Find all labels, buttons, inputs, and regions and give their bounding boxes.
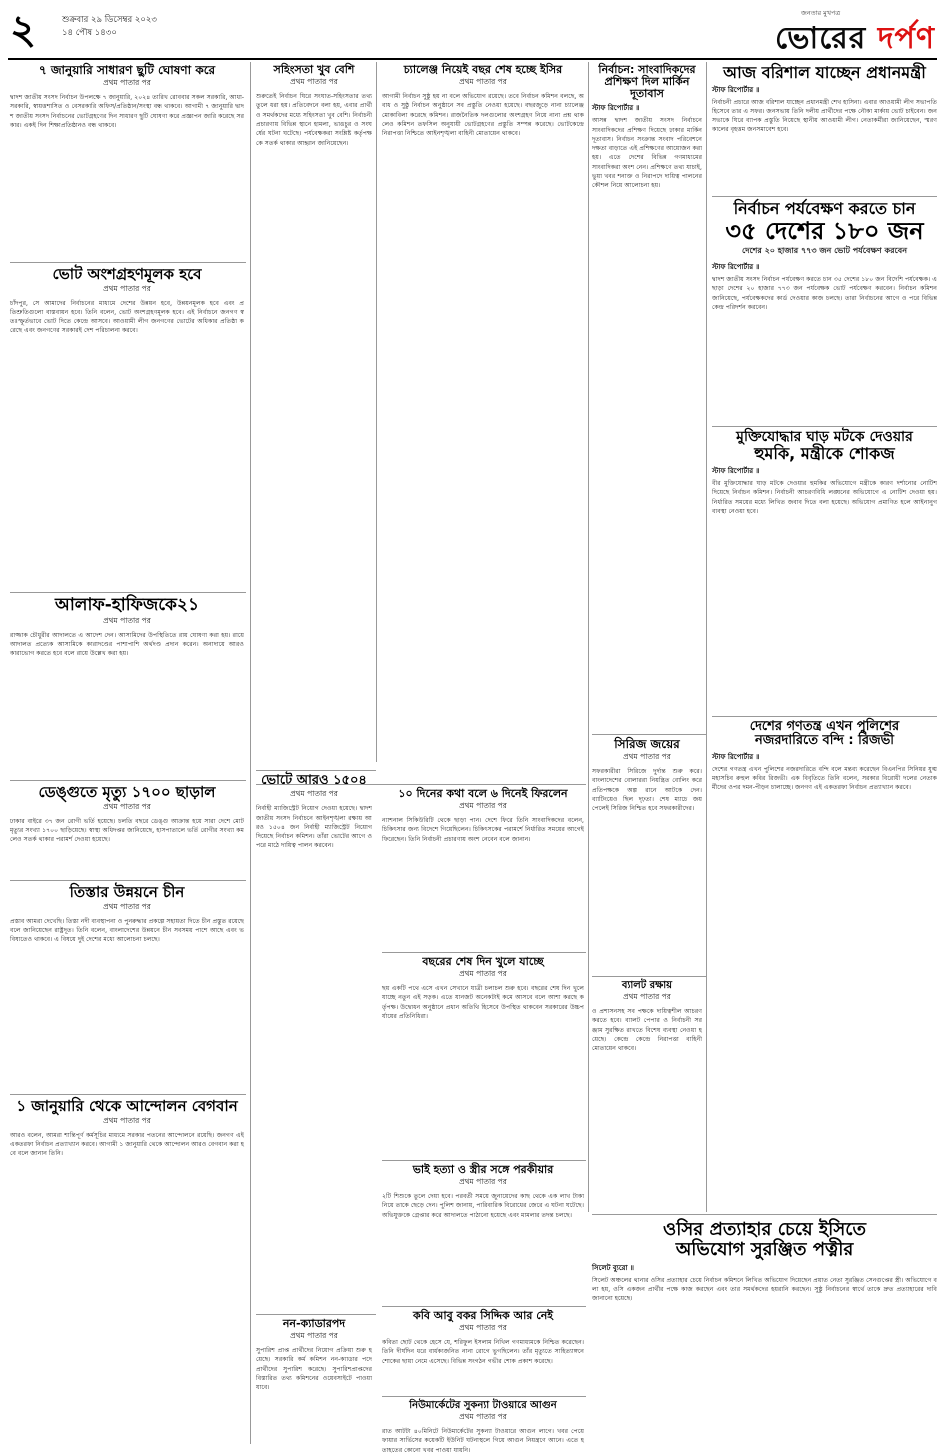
- article-body: রাত আটটা ৪০মিনিটে নিউমার্কেটের সুকন্যা টাওয়ারে আগুন লাগে। খবর পেয়ে ফায়ার সার্ভিসের কয়েকটি ইউনিট ঘটনাস্থলে গিয়ে আগুন নিয়ন্ত্রণে আনে। এতে হতাহতের কোনো খবর পাওয়া যায়নি।: [382, 1428, 586, 1454]
- headline: ৭ জানুয়ারি সাধারণ ছুটি ঘোষণা করে: [38, 63, 216, 77]
- article-body: ও প্রশাসনসহ সব পক্ষকে দায়িত্বশীল আচরণ করতে হবে। ব্যালট পেপার ও নির্বাচনী সরঞ্জাম সুরক্ষিত রাখতে বিশেষ ব্যবস্থা নেওয়া হয়েছে। কেন্দ্রে কেন্দ্রে নিরাপত্তা বাহিনী মোতায়েন থাকবে।: [592, 1008, 704, 1053]
- section-rule: [10, 262, 246, 263]
- article-holiday: [10, 64, 244, 260]
- section-rule: [10, 592, 246, 593]
- article-body: কবিতা ছোট থেকে হেসে যে, শরিফুল ইসলাম নিখিল গণমাধ্যমকে নিশ্চিত করেছেন। তিনি দীর্ঘদিন ধরে বার্ধক্যজনিত নানা রোগে ভুগছিলেন। তাঁর মৃত্যুতে সাহিত্যাঙ্গনে শোকের ছায়া নেমে এসেছে। বিভিন্ন সংগঠন গভীর শোক প্রকাশ করেছে।: [382, 1339, 586, 1365]
- headline: নির্বাচন: সাংবাদিকদের প্রশিক্ষণ দিল মার্কিন দূতাবাস: [598, 63, 696, 101]
- headline: ১০ দিনের কথা বলে ৬ দিনেই ফিরলেন: [398, 787, 568, 800]
- article-vote1504: [256, 774, 372, 1310]
- article-body: শুরুতেই নির্বাচন ঘিরে সংঘাত-সহিংসতার তথ্য তুলে ধরা হয়। প্রতিবেদনে বলা হয়, এবার প্রার্থী ও সমর্থকদের মধ্যে সহিংসতা খুব বেশি। নির্বাচনী প্রচারণায় বিভিন্ন স্থানে হামলা, ভাঙচুর ও সংঘর্ষের ঘটনা ঘটেছে। পর্যবেক্ষকরা সংশ্লিষ্ট কর্তৃপক্ষকে সতর্ক থাকার আহ্বান জানিয়েছেন।: [256, 93, 374, 147]
- headline: নিউমার্কেটের সুকন্যা টাওয়ারে আগুন: [409, 1400, 557, 1411]
- headline: ব্যালট রক্ষায়: [621, 980, 673, 991]
- source-line: প্রথম পাতার পর: [459, 1323, 507, 1333]
- masthead-rule: [8, 58, 937, 60]
- source-line: প্রথম পাতার পর: [103, 283, 151, 293]
- article-osir: [592, 1220, 937, 1444]
- headline: বছরের শেষ দিন খুলে যাচ্ছে: [422, 955, 544, 968]
- newspaper-logo: [705, 6, 935, 54]
- section-rule: [382, 952, 586, 953]
- page-number: ২: [10, 6, 37, 53]
- headline: সিরিজ জয়ের: [614, 737, 680, 751]
- source-line: প্রথম পাতার পর: [103, 78, 151, 88]
- article-body: দ্বাদশ জাতীয় সংসদ নির্বাচন উপলক্ষে ৭ জানুয়ারি, ২০২৪ তারিখ রোববার সকল সরকারি, আধা-সরকারি, স্বায়ত্তশাসিত ও বেসরকারি অফিস/প্রতিষ্ঠান/সংস্থা বন্ধ থাকবে। আগামী ৭ জানুয়ারি দ্বাদশ জাতীয় সংসদ নির্বাচনের ভোটগ্রহণের দিন সাধারণ ছুটি ঘোষণা করে প্রজ্ঞাপন জারি করেছে সরকার। একই দিন শিক্ষাপ্রতিষ্ঠানও বন্ধ থাকবে।: [10, 94, 244, 130]
- article-body: ঢাকার বাইরে ৩৭ জন রোগী ভর্তি হয়েছে। চলতি বছরে ডেঙ্গু আক্রান্ত হয়ে সারা দেশে মোট মৃত্যুর সংখ্যা ১৭০০ ছাড়িয়েছে। স্বাস্থ্য অধিদপ্তর জানিয়েছে, হাসপাতালে ভর্তি রোগীর সংখ্যা কমলেও সতর্ক থাকার পরামর্শ দেওয়া হয়েছে।: [10, 817, 246, 844]
- headline-line2: হুমকি, মন্ত্রীকে শোকজ: [754, 444, 895, 464]
- source-line: প্রথম পাতার পর: [103, 801, 151, 811]
- date-block: [62, 14, 157, 40]
- source-line: প্রথম পাতার পর: [459, 969, 507, 979]
- column-rule: [250, 62, 251, 1444]
- article-body: ২টি শিশুকে তুলে দেয়া হবে। পরবর্তী সময়ে জুনায়েদের কাছ থেকে এক লাখ টাকা নিয়ে তাকে ছেড়ে দেন। পুলিশ জানায়, পারিবারিক বিরোধের জেরে এ ঘটনা ঘটেছে। অভিযুক্তকে গ্রেপ্তার করে আদালতে পাঠানো হয়েছে এবং মামলার তদন্ত চলছে।: [382, 1193, 586, 1219]
- date-bengali: ১৪ পৌষ ১৪৩০: [62, 28, 117, 38]
- source-line: প্রথম পাতার পর: [459, 801, 507, 811]
- article-body: বীর মুক্তিযোদ্ধার ঘাড় মটকে দেওয়ার হুমকির অভিযোগে মন্ত্রীকে কারণ দর্শানোর নোটিশ দিয়েছে নির্বাচন কমিশন। নির্বাচনী আচরণবিধি লঙ্ঘনের অভিযোগে এ নোটিশ দেওয়া হয়। নির্ধারিত সময়ের মধ্যে লিখিত জবাব দিতে বলা হয়েছে। অভিযোগ প্রমাণিত হলে আইনানুগ ব্যবস্থা নেওয়া হবে।: [712, 479, 939, 515]
- headline-line2: অভিযোগ সুরঞ্জিত পত্নীর: [675, 1238, 854, 1260]
- section-rule: [10, 880, 246, 881]
- headline: দেশের গণতন্ত্র এখন পুলিশের: [749, 719, 900, 734]
- article-series: [592, 738, 702, 972]
- headline: নন-ক্যাডারপদ: [282, 1317, 346, 1330]
- article-body: প্রস্তাব আমরা দেখেছি। তিস্তা নদী ব্যবস্থাপনা ও পুনরুদ্ধার প্রকল্পে সহায়তা দিতে চীন প্রস্তুত রয়েছে বলে জানিয়েছেন রাষ্ট্রদূত। তিনি বলেন, বাংলাদেশের উন্নয়নে চীন সবসময় পাশে আছে এবং ভবিষ্যতেও থাকবে। এ বিষয়ে দুই দেশের মধ্যে আলোচনা চলছে।: [10, 917, 246, 944]
- section-rule: [256, 784, 586, 785]
- section-rule: [712, 196, 937, 197]
- section-rule: [256, 1314, 376, 1315]
- headline: মুক্তিযোদ্ধার ঘাড় মটকে দেওয়ার: [736, 429, 913, 445]
- article-body: আগামী নির্বাচন সুষ্ঠু হয় না বলে অভিযোগ রয়েছে। তবে নির্বাচন কমিশন বলছে, অবাধ ও সুষ্ঠু নির্বাচন অনুষ্ঠানে সব প্রস্তুতি নেওয়া হয়েছে। বছরজুড়ে নানা চ্যালেঞ্জ মোকাবিলা করেছে কমিশন। রাজনৈতিক দলগুলোর অংশগ্রহণ নিয়ে নানা প্রশ্ন থাকলেও কমিশন তফসিল অনুযায়ী ভোটগ্রহণের প্রস্তুতি সম্পন্ন করেছে। ভোটকেন্দ্রে নিরাপত্তা নিশ্চিতে আইনশৃঙ্খলা বাহিনী মোতায়েন থাকবে।: [382, 93, 586, 138]
- article-journalists: [592, 64, 702, 730]
- article-body: নির্বাহী ম্যাজিস্ট্রেট নিয়োগ দেওয়া হয়েছে। দ্বাদশ জাতীয় সংসদ নির্বাচনে আইনশৃঙ্খলা রক্ষায় আরও ১৫০৪ জন নির্বাহী ম্যাজিস্ট্রেট নিয়োগ দিয়েছে নির্বাচন কমিশন। তাঁরা ভোটের আগে ও পরে মাঠে দায়িত্ব পালন করবেন।: [256, 805, 374, 850]
- headline: সহিংসতা খুব বেশি: [273, 63, 355, 76]
- headline: ভোট অংশগ্রহণমূলক হবে: [52, 265, 202, 283]
- article-freedom-fighter: [712, 430, 937, 712]
- article-body: সুপারিশ প্রাপ্ত প্রার্থীদের নিয়োগ প্রক্রিয়া শুরু হয়েছে। সরকারি কর্ম কমিশন নন-ক্যাডার পদে প্রার্থীদের সুপারিশ করেছে। সুপারিশপ্রাপ্তদের বিস্তারিত তথ্য কমিশনের ওয়েবসাইটে পাওয়া যাবে।: [256, 1347, 374, 1392]
- article-non-cadre: [256, 1318, 372, 1444]
- article-murder: [382, 1164, 584, 1302]
- article-fire: [382, 1400, 586, 1454]
- article-vote-festive: [10, 266, 244, 588]
- headline: তিস্তার উন্নয়নে চীন: [69, 883, 185, 901]
- headline: ওসির প্রত্যাহার চেয়ে ইসিতে: [663, 1219, 866, 1240]
- article-body: ছয় একটি পথে এসে এখন সেখানে যাত্রী চলাচল শুরু হবে। বছরের শেষ দিন খুলে যাচ্ছে নতুন এই সড়ক। এতে যানজট অনেকটাই কমে আসবে বলে আশা করছে কর্তৃপক্ষ। উদ্বোধন অনুষ্ঠানে প্রধান অতিথি হিসেবে উপস্থিত থাকবেন সরকারের উচ্চপর্যায়ের প্রতিনিধিরা।: [382, 985, 586, 1020]
- headline: ভাই হত্যা ও স্ত্রীর সঙ্গে পরকীয়ার: [412, 1163, 554, 1176]
- section-rule: [382, 1396, 586, 1397]
- headline: আজ বরিশাল যাচ্ছেন প্রধানমন্ত্রী: [723, 63, 926, 82]
- byline: স্টাফ রিপোর্টার ॥: [712, 466, 760, 475]
- article-body: চাঁদপুর, সে আমাদের নির্বাচনের মাধ্যমে দেশের উন্নয়ন হবে, উন্নয়নমূলক হবে এবং প্রতিশ্রুতিগুলো বাস্তবায়ন হবে। তিনি বলেন, ভোট অংশগ্রহণমূলক হবে। এই নির্বাচনে জনগণ স্বতঃস্ফূর্তভাবে ভোট দিতে কেন্দ্রে আসবে। আওয়ামী লীগ জনগণের ভোটের অধিকার প্রতিষ্ঠা করেছে এবং জনগণের সরকারই দেশ পরিচালনা করবে।: [10, 299, 244, 335]
- source-line: প্রথম পাতার পর: [459, 77, 507, 87]
- logo-name-part1: ভোরের: [774, 21, 867, 56]
- column-rule: [376, 62, 377, 762]
- article-pm-barishal: [712, 64, 937, 192]
- article-heritage: [256, 64, 372, 764]
- article-observers: [712, 200, 937, 422]
- source-line: প্রথম পাতার পর: [290, 789, 338, 799]
- article-body: আসন্ন দ্বাদশ জাতীয় সংসদ নির্বাচনে সাংবাদিকদের প্রশিক্ষণ দিয়েছে ঢাকার মার্কিন দূতাবাস। নির্বাচন সংক্রান্ত সংবাদ পরিবেশনে দক্ষতা বাড়াতে এই প্রশিক্ষণের আয়োজন করা হয়। এতে দেশের বিভিন্ন গণমাধ্যমের সাংবাদিকরা অংশ নেন। প্রশিক্ষণে তথ্য যাচাই, ভুয়া খবর শনাক্ত ও নিরাপদে দায়িত্ব পালনের কৌশল নিয়ে আলোচনা হয়।: [592, 117, 704, 190]
- article-alal: [10, 596, 244, 776]
- column-rule: [588, 62, 589, 1212]
- headline: ১ জানুয়ারি থেকে আন্দোলন বেগবান: [16, 1097, 238, 1115]
- subheadline: দেশের ২০ হাজার ৭৭৩ জন ভোট পর্যবেক্ষণ করবেন: [742, 245, 907, 255]
- article-poet: [382, 1310, 584, 1392]
- article-body: দ্বাদশ জাতীয় সংসদ নির্বাচন পর্যবেক্ষণ করতে চান ৩৫ দেশের ১৮০ জন বিদেশি পর্যবেক্ষক। এছাড়া দেশের ২০ হাজার ৭৭৩ জন পর্যবেক্ষক ভোট পর্যবেক্ষণ করবেন। নির্বাচন কমিশন জানিয়েছে, পর্যবেক্ষকদের কার্ড দেওয়ার কাজ চলছে। তারা নির্বাচনের আগে ও পরে বিভিন্ন কেন্দ্র পরিদর্শন করবেন।: [712, 275, 939, 311]
- byline: স্টাফ রিপোর্টার ॥: [712, 752, 760, 761]
- headline-line2: নজরদারিতে বন্দি : রিজভী: [754, 733, 895, 749]
- article-democracy: [712, 720, 937, 1208]
- byline: স্টাফ রিপোর্টার ॥: [712, 85, 760, 94]
- source-line: প্রথম পাতার পর: [290, 77, 338, 87]
- section-rule: [592, 1214, 937, 1215]
- source-line: প্রথম পাতার পর: [623, 992, 671, 1001]
- headline: নির্বাচন পর্যবেক্ষণ করতে চান: [733, 199, 916, 218]
- source-line: প্রথম পাতার পর: [459, 1177, 507, 1187]
- article-body: নির্বাচনী প্রচারে আজ বরিশাল যাচ্ছেন প্রধানমন্ত্রী শেখ হাসিনা। এবার আওয়ামী লীগ সভাপতি হিসেবে তার এ সফর। জনসভায় তিনি দলীয় প্রার্থীদের পক্ষে নৌকা মার্কায় ভোট চাইবেন। জনসভাকে ঘিরে ব্যাপক প্রস্তুতি নিয়েছে স্থানীয় আওয়ামী লীগ। নেতাকর্মীরা জানিয়েছেন, স্মরণকালের বৃহত্তম জনসমাবেশ হবে।: [712, 98, 939, 134]
- article-body: সিলেট অঞ্চলের থানার ওসির প্রত্যাহার চেয়ে নির্বাচন কমিশনে লিখিত অভিযোগ দিয়েছেন প্রয়াত নেতা সুরঞ্জিত সেনগুপ্তের স্ত্রী। অভিযোগে বলা হয়, ওসি একজন প্রার্থীর পক্ষে কাজ করছেন এবং তার সমর্থকদের হয়রানি করছেন। সুষ্ঠু নির্বাচনের স্বার্থে তাকে দ্রুত প্রত্যাহারের দাবি জানানো হয়েছে।: [592, 1276, 939, 1303]
- article-dengue: [10, 784, 244, 876]
- section-rule: [10, 1094, 246, 1095]
- date-gregorian: শুক্রবার ২৯ ডিসেম্বর ২০২৩: [62, 15, 157, 25]
- source-line: প্রথম পাতার পর: [103, 901, 151, 911]
- source-line: প্রথম পাতার পর: [290, 1331, 338, 1341]
- headline: ভোটে আরও ১৫০৪: [261, 773, 367, 788]
- section-rule: [382, 1306, 586, 1307]
- source-line: প্রথম পাতার পর: [103, 615, 151, 625]
- source-line: প্রথম পাতার পর: [459, 1412, 507, 1421]
- article-teesta: [10, 884, 244, 1090]
- article-movement: [10, 1098, 244, 1444]
- headline: ডেঙ্গুতে মৃত্যু ১৭০০ ছাড়াল: [38, 783, 216, 801]
- article-body: দেশের গণতন্ত্র এখন পুলিশের নজরদারিতে বন্দি বলে মন্তব্য করেছেন বিএনপির সিনিয়র যুগ্ম মহাসচিব রুহুল কবির রিজভী। এক বিবৃতিতে তিনি বলেন, সরকার বিরোধী দলের নেতাকর্মীদের ওপর দমন-পীড়ন চালাচ্ছে। জনগণ এই একতরফা নির্বাচন প্রত্যাখ্যান করবে।: [712, 765, 939, 792]
- byline: সিলেট ব্যুরো ॥: [592, 1263, 634, 1272]
- headline-large: ৩৫ দেশের ১৮০ জন: [725, 216, 924, 245]
- section-rule: [10, 780, 246, 781]
- section-rule: [712, 716, 937, 717]
- article-body: ন্যাশনাল সিকিউরিটি থেকে ছাড়া পান। দেশে ফিরে তিনি সাংবাদিকদের বলেন, চিকিৎসার জন্য বিদেশে গিয়েছিলেন। চিকিৎসকের পরামর্শে নির্ধারিত সময়ের আগেই ফিরেছেন। তিনি নির্বাচনী প্রচারণায় অংশ নেবেন বলে জানান।: [382, 817, 586, 843]
- column-rule: [706, 62, 707, 1212]
- article-body: সফরকারীরা সিরিজে দুর্দান্ত শুরু করে। বাংলাদেশের বোলাররা নিয়ন্ত্রিত বোলিং করে প্রতিপক্ষকে অল্প রানে আটকে দেন। ব্যাটিংয়েও ছিল দৃঢ়তা। শেষ ম্যাচে জয় পেলেই সিরিজ নিশ্চিত হবে সফরকারীদের।: [592, 768, 704, 813]
- article-body: রাজ্জাক চৌধুরীর আদালতে এ আদেশ দেন। আসামিদের উপস্থিতিতে রায় ঘোষণা করা হয়। রায়ে আদালত প্রত্যেক আসামিকে কারাদণ্ডের পাশাপাশি অর্থদণ্ড প্রদান করেন। অনাদায়ে আরও কারাভোগ করতে হবে বলে রায়ে উল্লেখ করা হয়।: [10, 631, 246, 658]
- source-line: প্রথম পাতার পর: [623, 752, 671, 762]
- logo-name-part2: দর্পণ: [877, 21, 935, 56]
- headline: চ্যালেঞ্জ নিয়েই বছর শেষ হচ্ছে ইসির: [403, 63, 563, 76]
- section-rule: [592, 734, 706, 735]
- article-body: আরও বলেন, আমরা শান্তিপূর্ণ কর্মসূচির মাধ্যমে সরকার পতনের আন্দোলনে রয়েছি। জনগণ এই একতরফা নির্বাচন প্রত্যাখ্যান করবে। আগামী ১ জানুয়ারি থেকে আন্দোলন আরও বেগবান করা হবে বলে জানান তিনি।: [10, 1131, 246, 1158]
- article-year-end: [382, 956, 584, 1156]
- section-rule: [256, 770, 376, 771]
- source-line: প্রথম পাতার পর: [103, 1115, 151, 1125]
- logo-tagline: জনতার মুখপত্র: [801, 9, 841, 17]
- article-challenge: [382, 64, 584, 782]
- headline: আলাফ-হাফিজকে২১: [54, 595, 200, 615]
- section-rule: [712, 426, 937, 427]
- section-rule: [382, 1160, 586, 1161]
- section-rule: [592, 976, 706, 977]
- byline: স্টাফ রিপোর্টার ॥: [592, 104, 640, 113]
- byline: স্টাফ রিপোর্টার ॥: [712, 262, 760, 271]
- headline: কবি আবু বকর সিদ্দিক আর নেই: [413, 1309, 553, 1322]
- article-ten-days: [382, 788, 584, 948]
- article-ballot: [592, 980, 702, 1212]
